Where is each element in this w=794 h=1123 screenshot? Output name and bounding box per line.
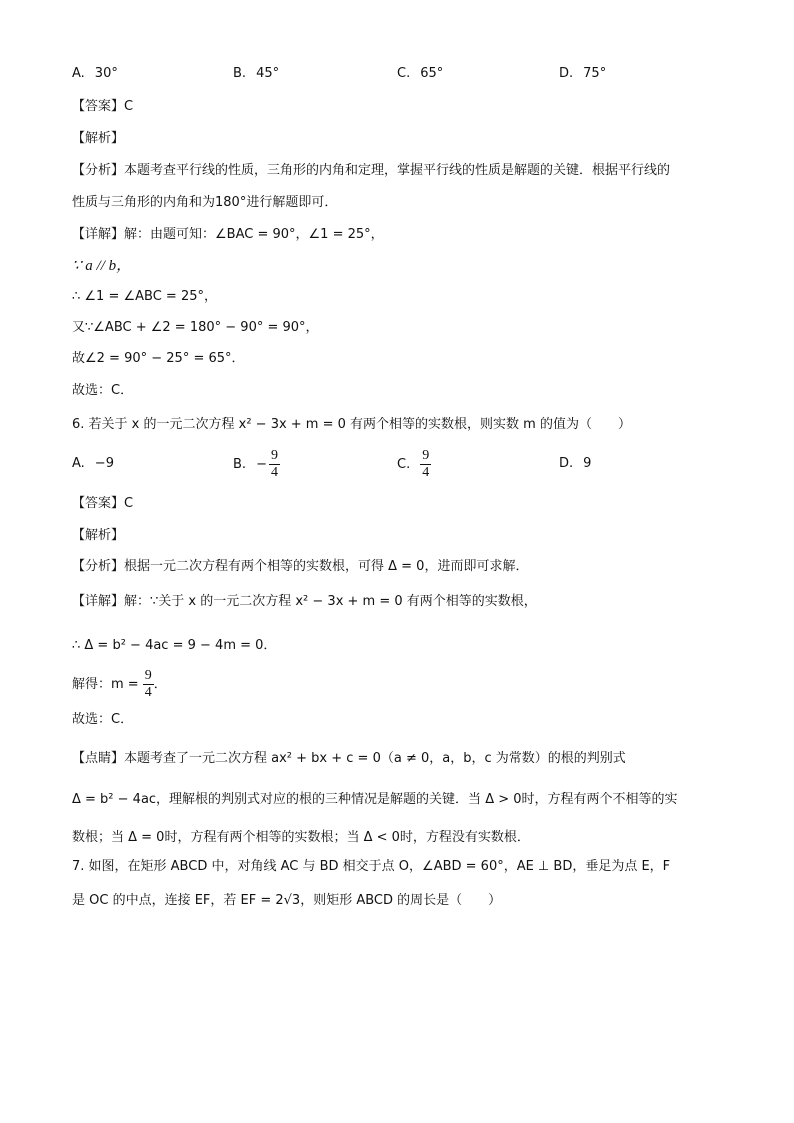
q5-analysis-line-2: 性质与三角形的内角和为180°进行解题即可． xyxy=(72,195,338,210)
q5-option-c xyxy=(397,66,443,81)
q5-detail-line-4: 又∵∠ABC + ∠2 = 180° − 90° = 90°， xyxy=(72,320,319,335)
q5-options xyxy=(72,66,632,102)
q5-detail-line-2: ∵ a // b， xyxy=(72,258,132,274)
option-text: 65° xyxy=(420,66,444,81)
option-text: −9 xyxy=(94,456,114,471)
option-label: B. xyxy=(233,457,247,472)
option-label: A. xyxy=(72,456,85,471)
option-text: 45° xyxy=(256,66,280,81)
q6-choose: 故选：C． xyxy=(72,712,134,727)
q5-option-d xyxy=(559,66,606,81)
q6-comment-line-3: 数根；当 Δ = 0时，方程有两个相等的实数根；当 Δ < 0时，方程没有实数根． xyxy=(72,830,530,845)
fraction xyxy=(269,448,280,481)
q6-option-c xyxy=(397,448,431,481)
fraction xyxy=(420,448,431,481)
q6-options xyxy=(72,448,632,484)
q7-stem-line-1: 7. 如图，在矩形 ABCD 中，对角线 AC 与 BD 相交于点 O，∠ABD = 60°，AE ⊥ BD，垂足为点 E，F xyxy=(72,859,671,874)
q6-answer: 【答案】C xyxy=(72,496,134,511)
q5-answer: 【答案】C xyxy=(72,99,134,114)
q6-jiexi-heading: 【解析】 xyxy=(72,528,125,543)
fraction-numerator: 9 xyxy=(270,448,278,463)
option-label: A. xyxy=(72,66,85,81)
fraction-denominator: 4 xyxy=(144,685,152,700)
q6-detail-line-1: 【详解】解：∵关于 x 的一元二次方程 x² − 3x + m = 0 有两个相等的实数根， xyxy=(72,594,537,609)
option-label: C. xyxy=(397,457,411,472)
q6-stem: 6. 若关于 x 的一元二次方程 x² − 3x + m = 0 有两个相等的实数根，则实数 m 的值为（ ） xyxy=(72,417,631,432)
option-text: 30° xyxy=(94,66,118,81)
option-text: 75° xyxy=(583,66,607,81)
option-text: 9 xyxy=(583,456,592,471)
q5-detail-line-5: 故∠2 = 90° − 25° = 65°． xyxy=(72,351,245,366)
q6-solve xyxy=(72,668,167,701)
q6-option-b xyxy=(233,448,280,481)
option-sign: − xyxy=(256,457,267,472)
option-label: D. xyxy=(559,456,574,471)
q5-option-a xyxy=(72,66,118,81)
q6-option-a xyxy=(72,456,114,471)
solve-suffix: ． xyxy=(153,676,167,692)
fraction-denominator: 4 xyxy=(422,465,430,480)
option-label: C. xyxy=(397,66,411,81)
q5-choose: 故选：C． xyxy=(72,383,134,398)
q5-jiexi-heading: 【解析】 xyxy=(72,131,125,146)
q6-comment-line-2: Δ = b² − 4ac，理解根的判别式对应的根的三种情况是解题的关键．当 Δ > 0时，方程有两个不相等的实 xyxy=(72,792,678,807)
fraction-numerator: 9 xyxy=(422,448,430,463)
q7-stem-line-2: 是 OC 的中点，连接 EF，若 EF = 2√3，则矩形 ABCD 的周长是（ ） xyxy=(72,893,502,908)
q5-detail-line-3: ∴ ∠1 = ∠ABC = 25°， xyxy=(72,289,217,304)
q5-analysis-line-1: 【分析】本题考查平行线的性质，三角形的内角和定理，掌握平行线的性质是解题的关键．根据平行线的 xyxy=(72,163,671,178)
q5-detail-line-1: 【详解】解：由题可知：∠BAC = 90°，∠1 = 25°， xyxy=(72,227,384,242)
fraction xyxy=(143,668,154,701)
q6-detail-line-2: ∴ Δ = b² − 4ac = 9 − 4m = 0． xyxy=(72,638,277,653)
solve-prefix: 解得：m = xyxy=(72,676,139,692)
q6-analysis: 【分析】根据一元二次方程有两个相等的实数根，可得 Δ = 0，进而即可求解． xyxy=(72,559,529,574)
q6-option-d xyxy=(559,456,591,471)
fraction-denominator: 4 xyxy=(270,465,278,480)
option-label: B. xyxy=(233,66,247,81)
option-label: D. xyxy=(559,66,574,81)
q5-option-b xyxy=(233,66,279,81)
fraction-numerator: 9 xyxy=(144,668,152,683)
q6-comment-line-1: 【点睛】本题考查了一元二次方程 ax² + bx + c = 0（a ≠ 0，a，b，c 为常数）的根的判别式 xyxy=(72,751,626,766)
